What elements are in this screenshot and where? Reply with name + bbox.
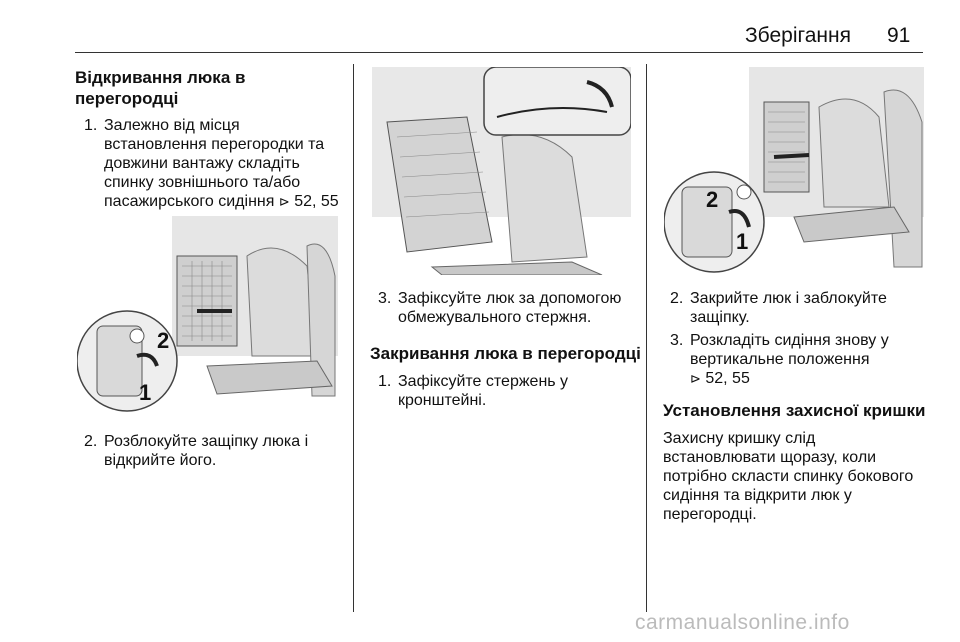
col3-step-2: 2. Закрийте люк і заблокуйте защіпку. bbox=[670, 290, 887, 326]
callout-2: 2 bbox=[157, 328, 170, 353]
illustration-seat-folded-hatch-latch bbox=[77, 216, 338, 424]
col3-step-3: 3. Розкладіть сидіння знову у вертикальне положення ⊳ 52, 55 bbox=[670, 332, 889, 387]
illustration-3-graphic bbox=[664, 67, 924, 277]
reference-arrow-icon: ⊳ bbox=[690, 372, 701, 387]
col1-step-2: 2. Розблокуйте защіпку люка і відкрийте його. bbox=[84, 433, 309, 469]
page-reference-link[interactable]: 52, 55 bbox=[294, 193, 339, 210]
page-header-title: Зберігання bbox=[745, 24, 851, 47]
page-number: 91 bbox=[887, 24, 911, 47]
column-divider-2 bbox=[646, 64, 647, 612]
reference-arrow-icon: ⊳ bbox=[278, 195, 290, 210]
illustration-hatch-open-restraining-rod bbox=[372, 67, 631, 275]
col3-paragraph: Захисну кришку слід встановлювати щоразу, коли потрібно скласти спинку бокового сидіння та відкрити люк у перегородці. bbox=[663, 430, 914, 523]
section-heading-installing-cover: Установлення захисної кришки bbox=[663, 401, 926, 420]
callout-1: 1 bbox=[736, 229, 749, 254]
header-rule bbox=[75, 52, 923, 53]
illustration-hatch-closed-latch bbox=[664, 67, 924, 277]
footer-watermark: carmanualsonline.info bbox=[635, 611, 850, 634]
col2-step-1: 1. Зафіксуйте стержень у кронштейні. bbox=[378, 373, 569, 409]
col2-step-3: 3. Зафіксуйте люк за допомогою обмежувального стержня. bbox=[378, 290, 622, 326]
illustration-2-graphic bbox=[372, 67, 631, 275]
section-heading-opening-hatch: Відкривання люка в перегородці bbox=[75, 68, 246, 108]
section-heading-closing-hatch: Закривання люка в перегородці bbox=[370, 344, 641, 363]
col1-step-1: 1. Залежно від місця встановлення перегородки та довжини вантажу складіть спинку зовнішнього та/або пасажирського сидіння ⊳ 52, 55 bbox=[84, 117, 339, 210]
callout-1: 1 bbox=[139, 380, 152, 405]
illustration-1-graphic bbox=[77, 216, 338, 424]
callout-2: 2 bbox=[706, 187, 719, 212]
page-reference-link[interactable]: 52, 55 bbox=[705, 370, 750, 387]
column-divider-1 bbox=[353, 64, 354, 612]
